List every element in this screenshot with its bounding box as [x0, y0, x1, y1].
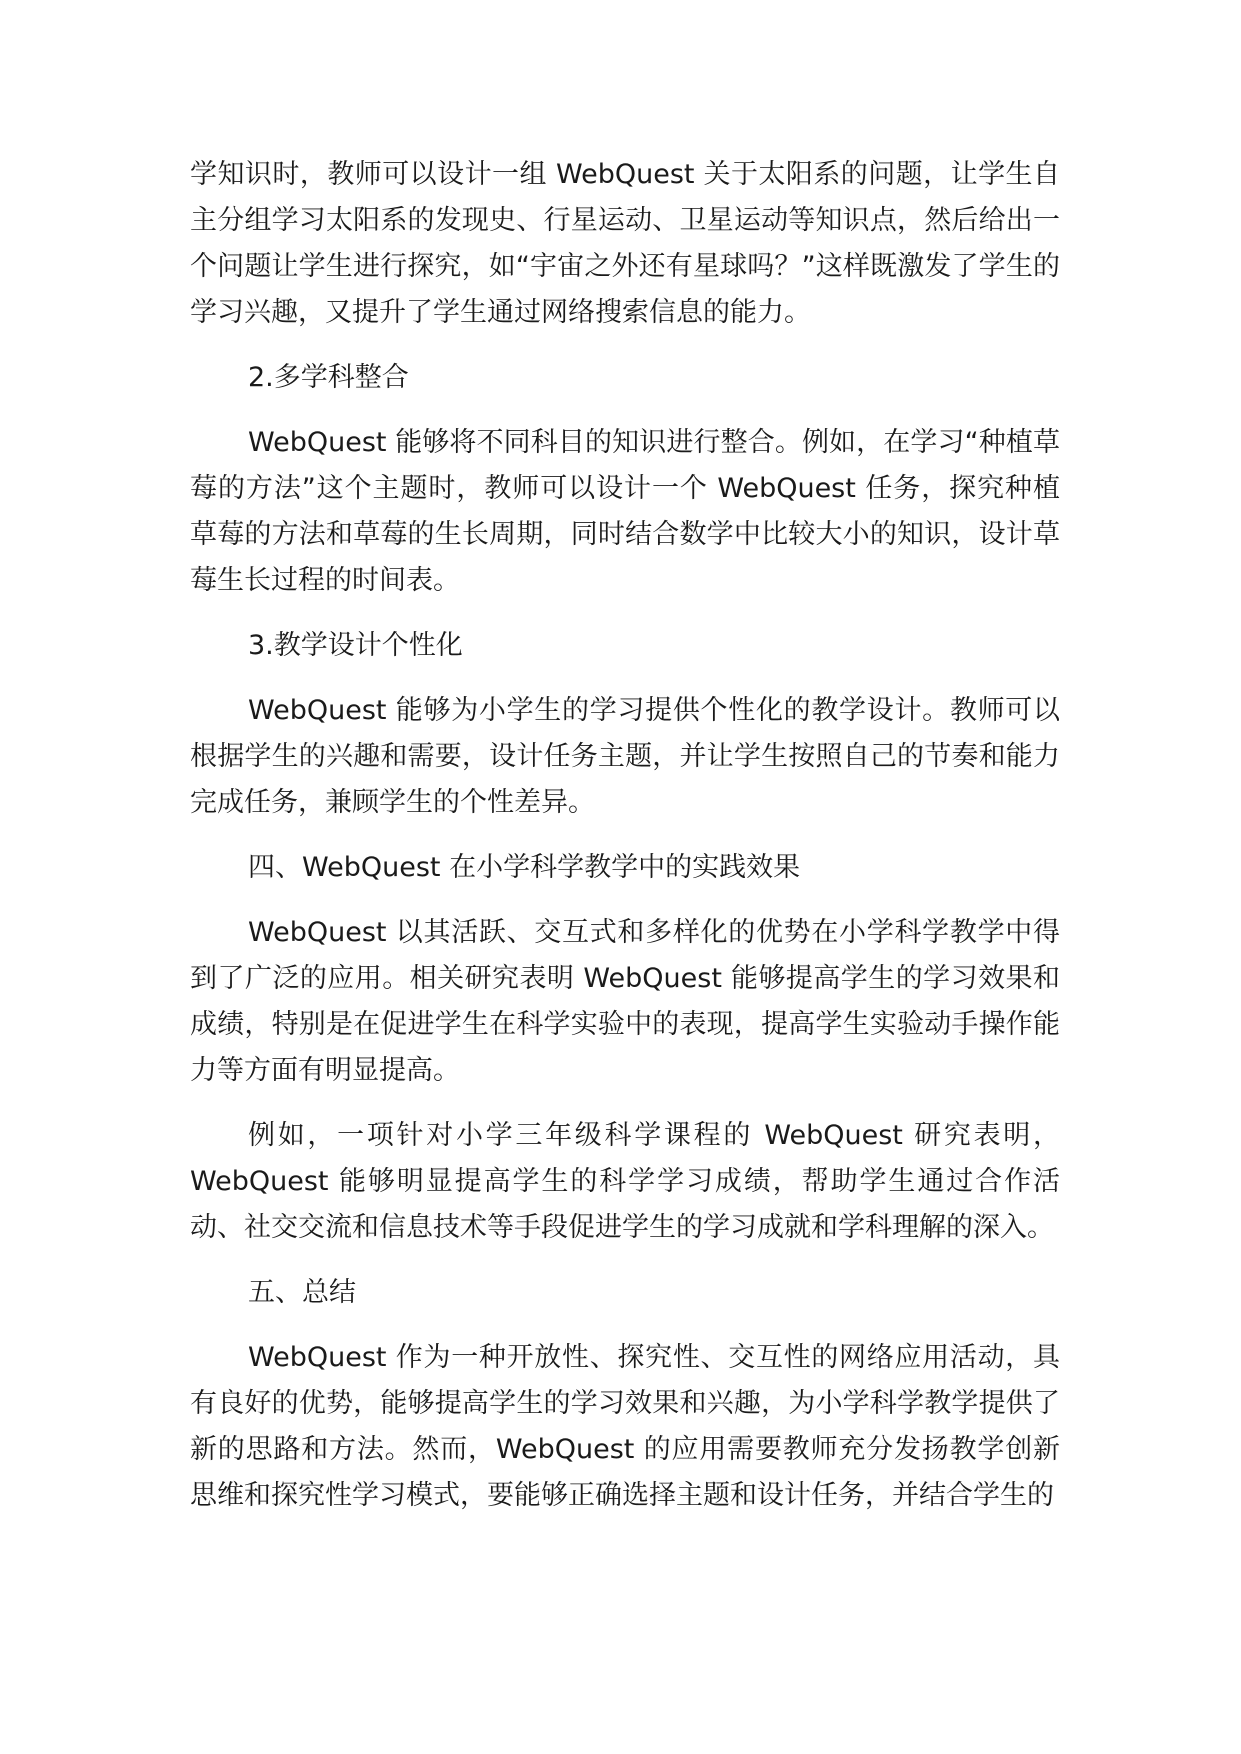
paragraph-summary: WebQuest 作为一种开放性、探究性、交互性的网络应用活动，具有良好的优势，能够提高学生的学习效果和兴趣，为小学科学教学提供了新的思路和方法。然而，WebQuest 的应用需要教师充分发扬教学创新思维和探究性学习模式，要能够正确选择主题和设计任务，并结合学生的: [190, 1342, 1060, 1511]
paragraph-solar-system: 学知识时，教师可以设计一组 WebQuest 关于太阳系的问题，让学生自主分组学习太阳系的发现史、行星运动、卫星运动等知识点，然后给出一个问题让学生进行探究，如“宇宙之外还有星球吗？”这样既激发了学生的学习兴趣，又提升了学生通过网络搜索信息的能力。: [190, 159, 1060, 328]
paragraph-personalized: WebQuest 能够为小学生的学习提供个性化的教学设计。教师可以根据学生的兴趣和需要，设计任务主题，并让学生按照自己的节奏和能力完成任务，兼顾学生的个性差异。: [190, 695, 1060, 818]
heading-practice-effects: 四、WebQuest 在小学科学教学中的实践效果: [248, 852, 801, 883]
heading-personalized-design: 3.教学设计个性化: [248, 630, 463, 661]
paragraph-integration: WebQuest 能够将不同科目的知识进行整合。例如，在学习“种植草莓的方法”这个主题时，教师可以设计一个 WebQuest 任务，探究种植草莓的方法和草莓的生长周期，同时结合数学中比较大小的知识，设计草莓生长过程的时间表。: [190, 427, 1060, 596]
document-body: [190, 152, 1060, 1538]
paragraph-effects: WebQuest 以其活跃、交互式和多样化的优势在小学科学教学中得到了广泛的应用。相关研究表明 WebQuest 能够提高学生的学习效果和成绩，特别是在促进学生在科学实验中的表现，提高学生实验动手操作能力等方面有明显提高。: [190, 917, 1060, 1086]
paragraph-example-study: 例如，一项针对小学三年级科学课程的 WebQuest 研究表明，WebQuest 能够明显提高学生的科学学习成绩，帮助学生通过合作活动、社交交流和信息技术等手段促进学生的学习成就和学科理解的深入。: [190, 1120, 1060, 1243]
heading-multidisciplinary: 2.多学科整合: [248, 362, 409, 393]
heading-summary: 五、总结: [248, 1277, 356, 1308]
